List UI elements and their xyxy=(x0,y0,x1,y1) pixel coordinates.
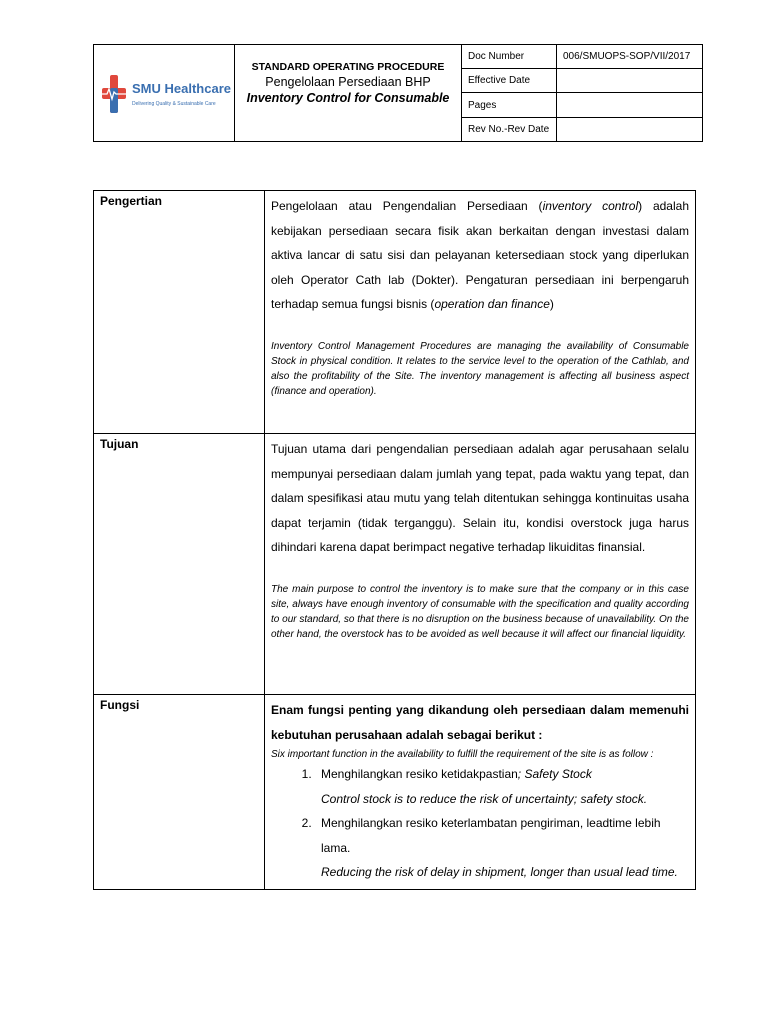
logo-name: SMU Healthcare xyxy=(132,81,231,96)
function-list xyxy=(271,762,689,885)
section-label: Tujuan xyxy=(94,434,265,695)
meta-row xyxy=(462,45,702,69)
section-body xyxy=(265,191,696,434)
meta-label: Pages xyxy=(462,93,557,117)
section-row-fungsi xyxy=(94,695,696,890)
meta-value xyxy=(557,117,703,141)
doc-title-en: Inventory Control for Consumable xyxy=(246,91,450,105)
list-item-en: Reducing the risk of delay in shipment, longer than usual lead time. xyxy=(321,865,678,879)
meta-row xyxy=(462,117,702,141)
list-item-en: Control stock is to reduce the risk of uncertainty; safety stock. xyxy=(321,791,648,806)
smu-logo-icon xyxy=(102,75,126,113)
section-label: Fungsi xyxy=(94,695,265,890)
section-text-id: Pengelolaan atau Pengendalian Persediaan (inventory control) adalah kebijakan persediaan secara fisik akan berkaitan dengan investasi dalam aktiva lancar di satu sisi dan pelayanan ketersediaan stock yang diperlukan oleh Operator Cath lab (Dokter). Pengaturan persediaan ini berpengaruh terhadap semua fungsi bisnis (operation dan finance) xyxy=(271,199,689,311)
meta-row xyxy=(462,93,702,117)
meta-cell xyxy=(462,45,702,141)
section-text-en: Inventory Control Management Procedures are managing the availability of Consumable Stock in physical condition. It relates to the service level to the operation of the Cathlab, and also the profitability of the Site. The inventory management is affecting all business aspect (finance and operation). xyxy=(271,340,689,397)
title-cell xyxy=(235,45,462,141)
list-item: 1. Menghilangkan resiko ketidakpastian; Safety Stock Control stock is to reduce the risk of uncertainty; safety stock. xyxy=(315,762,689,811)
section-intro-id: Enam fungsi penting yang dikandung oleh persediaan dalam memenuhi kebutuhan perusahaan adalah sebagai berikut : xyxy=(271,703,689,742)
meta-label: Doc Number xyxy=(462,45,557,69)
section-row-tujuan xyxy=(94,434,696,695)
logo-tagline: Delivering Quality & Sustainable Care xyxy=(132,101,216,107)
doc-type-title: STANDARD OPERATING PROCEDURE xyxy=(251,61,445,73)
section-intro-en: Six important function in the availability to fulfill the requirement of the site is as follow : xyxy=(271,749,654,760)
meta-row xyxy=(462,69,702,93)
section-body xyxy=(265,434,696,695)
document-header xyxy=(93,44,703,142)
section-label: Pengertian xyxy=(94,191,265,434)
meta-label: Rev No.-Rev Date xyxy=(462,117,557,141)
list-item: 2. Menghilangkan resiko keterlambatan pengiriman, leadtime lebih lama. Reducing the risk of delay in shipment, longer than usual lead time. xyxy=(315,811,689,885)
doc-title-id: Pengelolaan Persediaan BHP xyxy=(265,75,431,89)
section-text-id: Tujuan utama dari pengendalian persediaan adalah agar perusahaan selalu mempunyai persediaan dalam jumlah yang tepat, pada waktu yang tepat, dan dalam spesifikasi atau mutu yang telah ditentukan sehingga kontinuitas usaha dapat terjamin (tidak terganggu). Selain itu, kondisi overstock juga harus dihindari karena dapat berimpact negative terhadap likuiditas finansial. xyxy=(271,442,689,554)
logo-cell xyxy=(94,45,235,141)
meta-value: 006/SMUOPS-SOP/VII/2017 xyxy=(557,45,703,69)
section-row-pengertian xyxy=(94,191,696,434)
meta-label: Effective Date xyxy=(462,69,557,93)
section-body xyxy=(265,695,696,890)
meta-value xyxy=(557,69,703,93)
meta-table xyxy=(462,45,702,141)
section-text-en: The main purpose to control the inventory is to make sure that the company or in this case site, always have enough inventory of consumable with the specification and quality according to our standard, so that there is no disruption on the business because of unavailability. On the other hand, the overstock has to be avoided as well because it will affect our financial liquidity. xyxy=(271,583,689,640)
content-table xyxy=(93,190,696,890)
meta-value xyxy=(557,93,703,117)
